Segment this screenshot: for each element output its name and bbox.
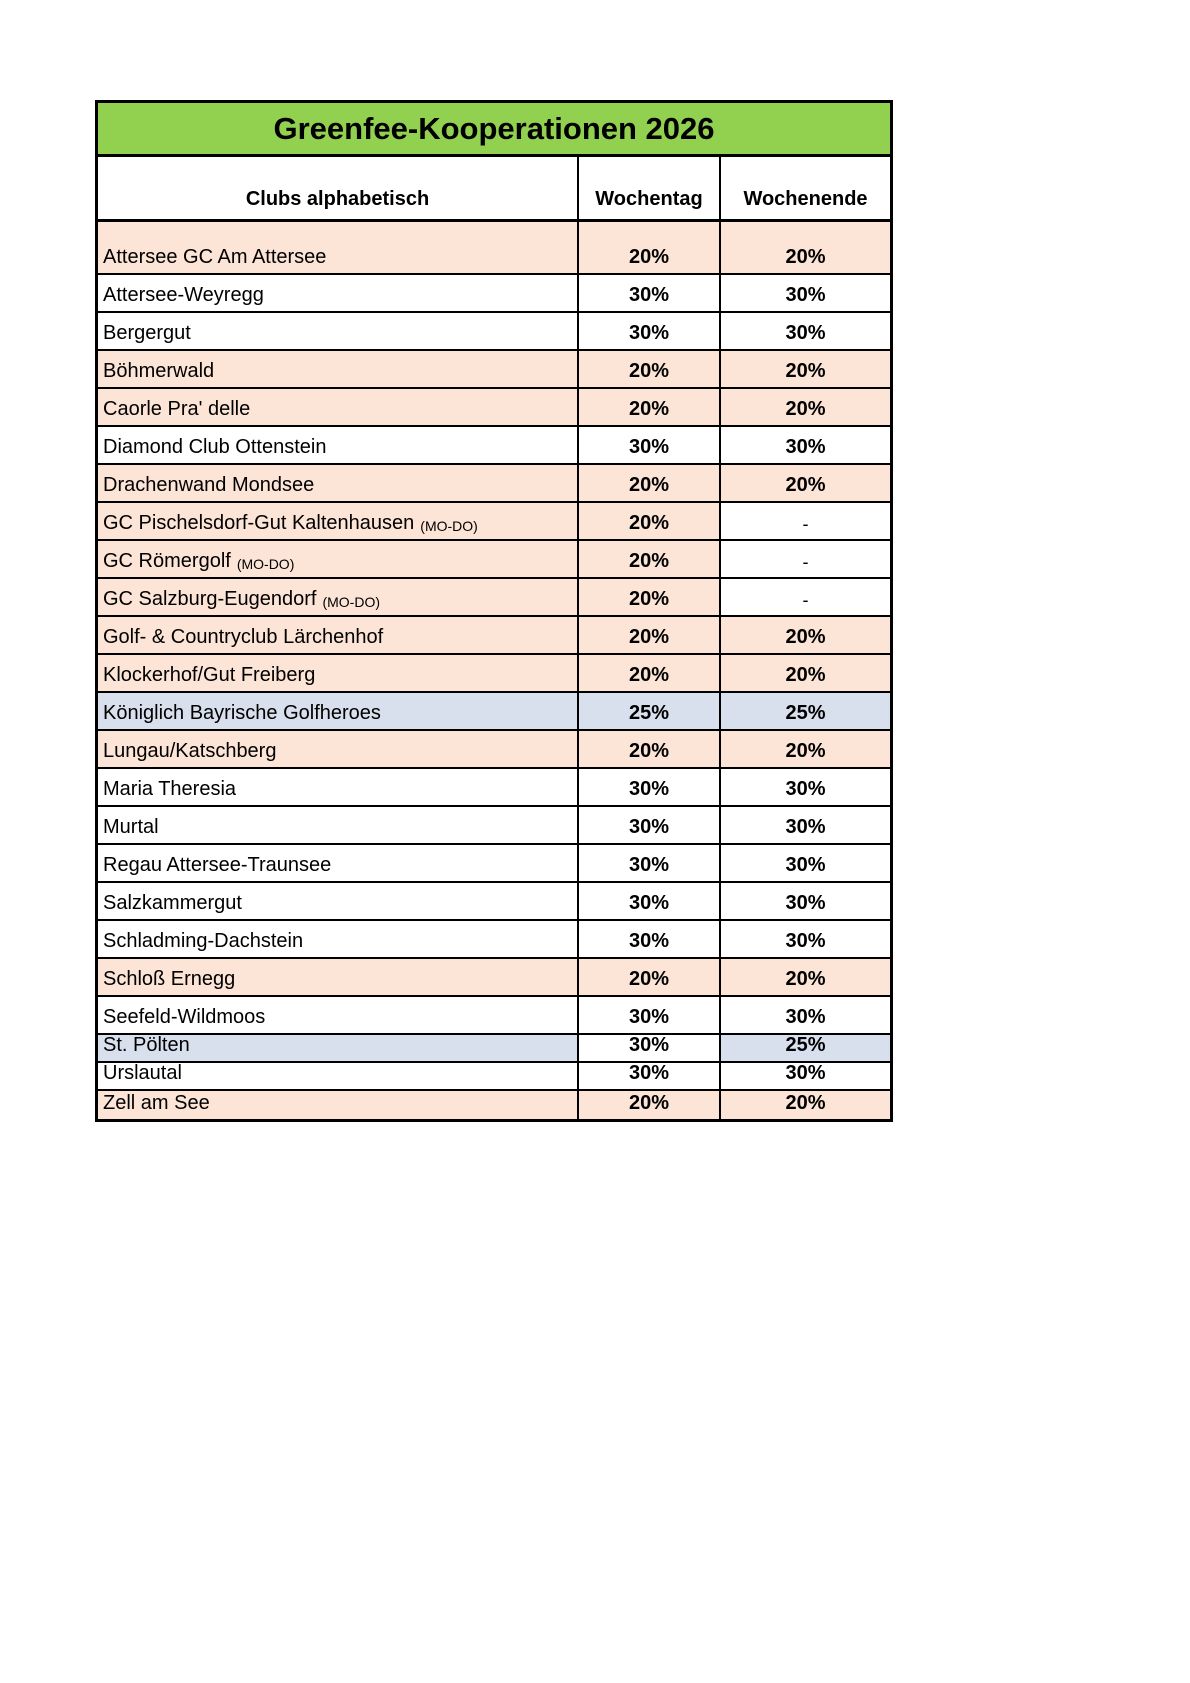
- table-row: [98, 1035, 890, 1063]
- table-header-row: [98, 157, 890, 222]
- weekday-cell: 30%: [577, 1035, 719, 1061]
- club-cell: Urslautal: [98, 1063, 577, 1089]
- club-cell: Schloß Ernegg: [98, 959, 577, 995]
- table-row: [98, 807, 890, 845]
- weekend-cell: 20%: [719, 222, 890, 273]
- weekend-cell: -: [719, 579, 890, 615]
- weekday-cell: 30%: [577, 883, 719, 919]
- table-row: [98, 351, 890, 389]
- table-row: [98, 465, 890, 503]
- weekday-cell: 30%: [577, 769, 719, 805]
- weekend-cell: 30%: [719, 427, 890, 463]
- weekend-cell: -: [719, 541, 890, 577]
- table-row: [98, 541, 890, 579]
- weekend-cell: 20%: [719, 389, 890, 425]
- table-row: [98, 693, 890, 731]
- weekend-cell: 25%: [719, 1035, 890, 1061]
- table-row: [98, 959, 890, 997]
- table-row: [98, 1091, 890, 1119]
- club-cell: Lungau/Katschberg: [98, 731, 577, 767]
- club-cell: Golf- & Countryclub Lärchenhof: [98, 617, 577, 653]
- table-row: [98, 769, 890, 807]
- weekend-cell: 30%: [719, 845, 890, 881]
- table-rows: [98, 222, 890, 1119]
- table-row: [98, 883, 890, 921]
- weekday-cell: 30%: [577, 313, 719, 349]
- table-row: [98, 997, 890, 1035]
- club-cell: Murtal: [98, 807, 577, 843]
- table-row: [98, 313, 890, 351]
- club-cell: Attersee-Weyregg: [98, 275, 577, 311]
- table-row: [98, 1063, 890, 1091]
- weekday-cell: 20%: [577, 731, 719, 767]
- weekend-cell: 20%: [719, 617, 890, 653]
- weekend-cell: 20%: [719, 465, 890, 501]
- greenfee-table: [95, 100, 893, 1122]
- weekend-cell: 25%: [719, 693, 890, 729]
- weekend-cell: 20%: [719, 959, 890, 995]
- club-cell: Regau Attersee-Traunsee: [98, 845, 577, 881]
- table-row: [98, 921, 890, 959]
- club-cell: Bergergut: [98, 313, 577, 349]
- club-cell: Königlich Bayrische Golfheroes: [98, 693, 577, 729]
- weekday-cell: 30%: [577, 997, 719, 1033]
- table-row: [98, 617, 890, 655]
- table-row: [98, 503, 890, 541]
- club-cell: Caorle Pra' delle: [98, 389, 577, 425]
- weekday-cell: 30%: [577, 275, 719, 311]
- weekday-cell: 30%: [577, 921, 719, 957]
- weekend-cell: 30%: [719, 313, 890, 349]
- club-cell: GC Römergolf (MO-DO): [98, 541, 577, 577]
- weekday-cell: 30%: [577, 427, 719, 463]
- club-cell: Maria Theresia: [98, 769, 577, 805]
- club-cell: Drachenwand Mondsee: [98, 465, 577, 501]
- club-cell: Zell am See: [98, 1091, 577, 1119]
- weekday-cell: 20%: [577, 222, 719, 273]
- table-row: [98, 427, 890, 465]
- weekday-cell: 20%: [577, 1091, 719, 1119]
- club-cell: Salzkammergut: [98, 883, 577, 919]
- table-row: [98, 222, 890, 275]
- weekend-cell: 30%: [719, 1063, 890, 1089]
- club-cell: Schladming-Dachstein: [98, 921, 577, 957]
- club-suffix: (MO-DO): [420, 518, 478, 534]
- table-row: [98, 389, 890, 427]
- header-weekend: Wochenende: [719, 157, 890, 219]
- weekend-cell: 30%: [719, 921, 890, 957]
- weekend-cell: 20%: [719, 1091, 890, 1119]
- weekday-cell: 20%: [577, 389, 719, 425]
- weekend-cell: 30%: [719, 807, 890, 843]
- weekday-cell: 20%: [577, 959, 719, 995]
- club-suffix: (MO-DO): [236, 556, 295, 572]
- club-cell: Attersee GC Am Attersee: [98, 222, 577, 273]
- weekday-cell: 25%: [577, 693, 719, 729]
- table-title: Greenfee-Kooperationen 2026: [98, 103, 890, 157]
- table-row: [98, 731, 890, 769]
- weekday-cell: 20%: [577, 617, 719, 653]
- weekend-cell: 30%: [719, 997, 890, 1033]
- weekday-cell: 30%: [577, 845, 719, 881]
- weekday-cell: 20%: [577, 655, 719, 691]
- weekday-cell: 20%: [577, 579, 719, 615]
- club-cell: GC Salzburg-Eugendorf (MO-DO): [98, 579, 577, 615]
- club-cell: Böhmerwald: [98, 351, 577, 387]
- weekday-cell: 20%: [577, 541, 719, 577]
- table-row: [98, 275, 890, 313]
- table-row: [98, 845, 890, 883]
- club-cell: St. Pölten: [98, 1035, 577, 1061]
- weekend-cell: 20%: [719, 655, 890, 691]
- table-row: [98, 579, 890, 617]
- club-cell: Klockerhof/Gut Freiberg: [98, 655, 577, 691]
- weekend-cell: -: [719, 503, 890, 539]
- weekend-cell: 30%: [719, 275, 890, 311]
- club-cell: GC Pischelsdorf-Gut Kaltenhausen (MO-DO): [98, 503, 577, 539]
- weekday-cell: 20%: [577, 465, 719, 501]
- header-weekday: Wochentag: [577, 157, 719, 219]
- club-suffix: (MO-DO): [322, 594, 380, 610]
- weekend-cell: 30%: [719, 883, 890, 919]
- weekday-cell: 20%: [577, 503, 719, 539]
- weekday-cell: 30%: [577, 1063, 719, 1089]
- weekend-cell: 20%: [719, 731, 890, 767]
- weekend-cell: 20%: [719, 351, 890, 387]
- header-clubs: Clubs alphabetisch: [245, 188, 430, 210]
- table-row: [98, 655, 890, 693]
- weekday-cell: 20%: [577, 351, 719, 387]
- club-cell: Diamond Club Ottenstein: [98, 427, 577, 463]
- weekday-cell: 30%: [577, 807, 719, 843]
- club-cell: Seefeld-Wildmoos: [98, 997, 577, 1033]
- weekend-cell: 30%: [719, 769, 890, 805]
